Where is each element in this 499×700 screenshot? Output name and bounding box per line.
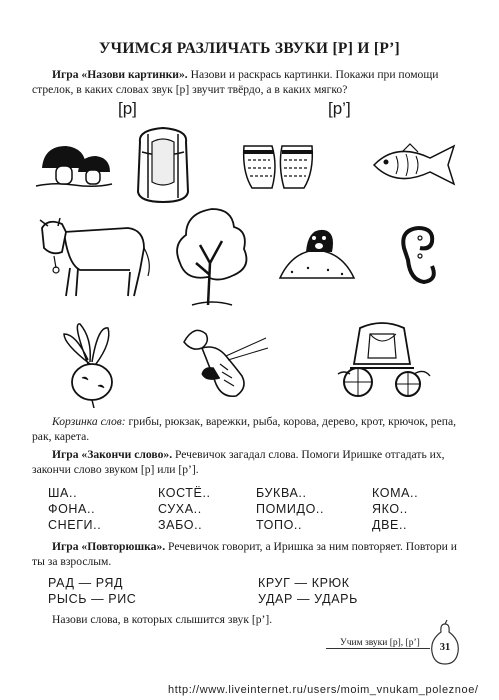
game3-text: Речевичок говорит, а Иришка за ним повторяет. Повтори и ты за взрослым.	[32, 540, 457, 568]
mittens-icon	[238, 136, 318, 196]
mushroom-icon	[34, 138, 114, 190]
basket-text: грибы, рюкзак, варежки, рыба, корова, дерево, крот, крючок, репа, рак, карета.	[32, 415, 456, 443]
beet-icon	[58, 320, 124, 410]
word-cell: ДВЕ..	[372, 518, 408, 532]
cow-icon	[34, 212, 154, 300]
backpack-icon	[128, 122, 198, 204]
game1-name: Игра «Назови картинки».	[52, 68, 188, 81]
word-cell: ПОМИДО..	[256, 502, 325, 516]
word-cell: СУХА..	[158, 502, 202, 516]
game2-name: Игра «Закончи слово».	[52, 448, 173, 461]
tree-icon	[172, 205, 252, 309]
game1-text: Назови и раскрась картинки. Покажи при помощи стрелок, в каких словах звук [р] звучит твёрдо, а в каких мягко?	[32, 68, 439, 96]
footer-caption: Учим звуки [р], [р’]	[340, 638, 420, 648]
footer-rule	[326, 648, 430, 649]
basket-label: Корзинка слов:	[52, 415, 126, 428]
word-cell: КОМА..	[372, 486, 419, 500]
page-number: 31	[439, 642, 451, 653]
fish-icon	[366, 140, 460, 190]
word-cell: СНЕГИ..	[48, 518, 102, 532]
basket-words	[32, 414, 472, 444]
mole-icon	[278, 222, 356, 282]
game3-instructions	[32, 539, 472, 569]
word-cell: ТОПО..	[256, 518, 303, 532]
carriage-icon	[330, 318, 434, 402]
word-pair: РЫСЬ — РИС	[48, 592, 137, 606]
soft-sound-label: [р’]	[328, 99, 351, 118]
hook-icon	[390, 220, 446, 292]
source-url[interactable]: http://www.liveinternet.ru/users/moim_vnukam_poleznoe/	[168, 684, 479, 696]
game2-instructions	[32, 447, 472, 477]
word-pair: КРУГ — КРЮК	[258, 576, 350, 590]
hard-sound-label: [р]	[118, 99, 137, 118]
crayfish-icon	[176, 318, 276, 404]
word-cell: БУКВА..	[256, 486, 307, 500]
word-cell: ЯКО..	[372, 502, 408, 516]
word-pair: РАД — РЯД	[48, 576, 124, 590]
word-pair: УДАР — УДАРЬ	[258, 592, 358, 606]
game1-instructions	[32, 67, 472, 97]
game3-name: Игра «Повторюшка».	[52, 540, 166, 553]
game2-text: Речевичок загадал слова. Помоги Иришке отгадать их, закончи слово звуком [р] или [р’].	[32, 448, 445, 476]
final-task: Назови слова, в которых слышится звук [р’].	[52, 613, 273, 626]
page-title: УЧИМСЯ РАЗЛИЧАТЬ ЗВУКИ [Р] И [Р’]	[98, 40, 401, 57]
word-cell: ФОНА..	[48, 502, 96, 516]
word-cell: ША..	[48, 486, 78, 500]
word-cell: КОСТЁ..	[158, 486, 211, 500]
word-cell: ЗАБО..	[158, 518, 203, 532]
